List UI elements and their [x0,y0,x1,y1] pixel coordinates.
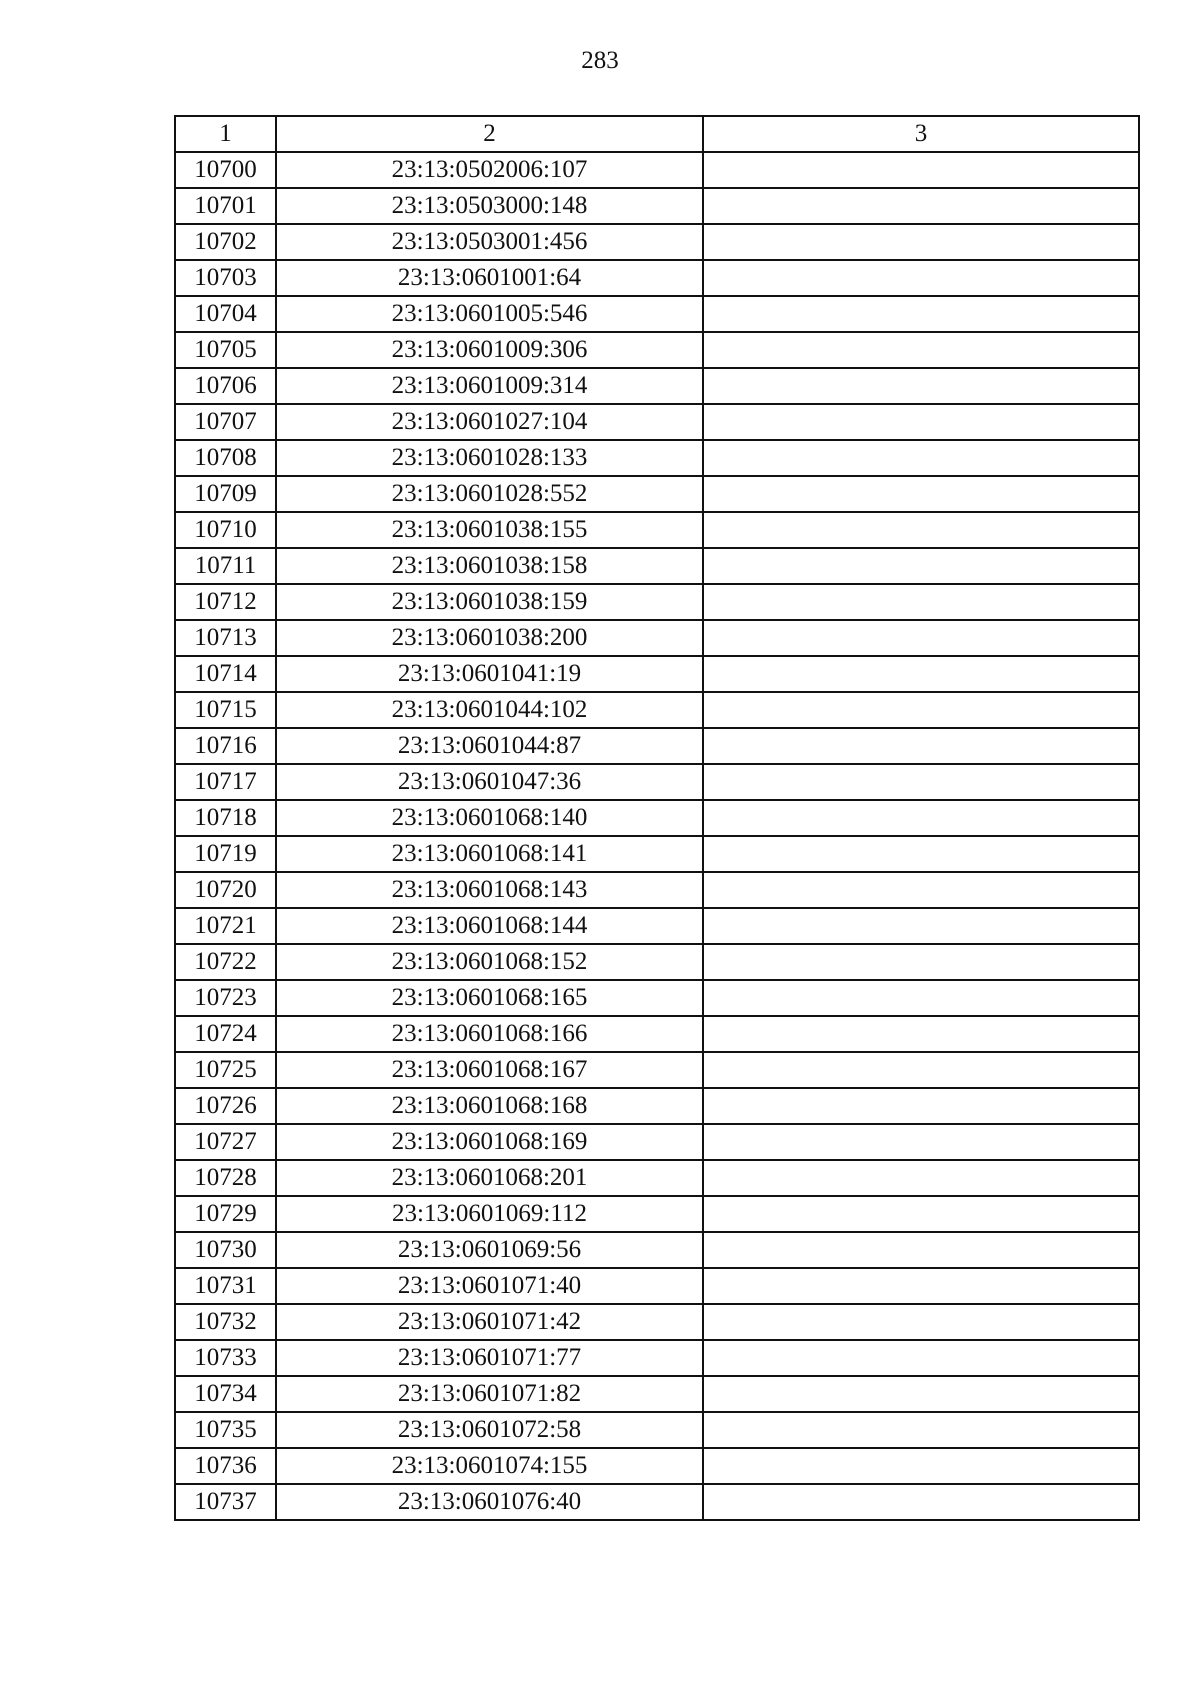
cadastral-number-cell: 23:13:0601038:158 [276,548,703,584]
page-number: 283 [581,47,619,74]
table-row [175,764,1139,800]
note-cell [703,476,1139,512]
row-number-cell: 10703 [175,260,276,296]
cadastral-number-cell: 23:13:0601038:159 [276,584,703,620]
cadastral-number-cell: 23:13:0601068:165 [276,980,703,1016]
row-number-cell: 10729 [175,1196,276,1232]
note-cell [703,800,1139,836]
note-cell [703,152,1139,188]
row-number-cell: 10720 [175,872,276,908]
table-row [175,260,1139,296]
cadastral-number-cell: 23:13:0601068:143 [276,872,703,908]
table-row [175,1088,1139,1124]
note-cell [703,1052,1139,1088]
row-number-cell: 10728 [175,1160,276,1196]
cadastral-number-cell: 23:13:0601068:201 [276,1160,703,1196]
note-cell [703,836,1139,872]
table-row [175,1412,1139,1448]
note-cell [703,1196,1139,1232]
row-number-cell: 10725 [175,1052,276,1088]
row-number-cell: 10713 [175,620,276,656]
cadastral-number-cell: 23:13:0601005:546 [276,296,703,332]
cadastral-number-cell: 23:13:0601068:169 [276,1124,703,1160]
row-number-cell: 10704 [175,296,276,332]
table-row [175,1268,1139,1304]
cadastral-number-cell: 23:13:0601068:168 [276,1088,703,1124]
row-number-cell: 10722 [175,944,276,980]
row-number-cell: 10710 [175,512,276,548]
cadastral-number-cell: 23:13:0601038:200 [276,620,703,656]
note-cell [703,296,1139,332]
row-number-cell: 10714 [175,656,276,692]
table-row [175,1232,1139,1268]
row-number-cell: 10718 [175,800,276,836]
cadastral-number-cell: 23:13:0601068:144 [276,908,703,944]
note-cell [703,908,1139,944]
table-row [175,332,1139,368]
table-row [175,692,1139,728]
cadastral-number-cell: 23:13:0601047:36 [276,764,703,800]
cadastral-number-cell: 23:13:0601044:102 [276,692,703,728]
note-cell [703,260,1139,296]
cadastral-number-cell: 23:13:0503001:456 [276,224,703,260]
registry-table [174,115,1140,1521]
cadastral-number-cell: 23:13:0601072:58 [276,1412,703,1448]
row-number-cell: 10716 [175,728,276,764]
cadastral-number-cell: 23:13:0601071:42 [276,1304,703,1340]
cadastral-number-cell: 23:13:0503000:148 [276,188,703,224]
cadastral-number-cell: 23:13:0601044:87 [276,728,703,764]
table-row [175,656,1139,692]
note-cell [703,764,1139,800]
note-cell [703,1412,1139,1448]
note-cell [703,728,1139,764]
cadastral-number-cell: 23:13:0601038:155 [276,512,703,548]
row-number-cell: 10726 [175,1088,276,1124]
table-row [175,1376,1139,1412]
note-cell [703,1448,1139,1484]
note-cell [703,1376,1139,1412]
row-number-cell: 10715 [175,692,276,728]
row-number-cell: 10733 [175,1340,276,1376]
table-row [175,1304,1139,1340]
row-number-cell: 10706 [175,368,276,404]
note-cell [703,332,1139,368]
row-number-cell: 10727 [175,1124,276,1160]
table-row [175,296,1139,332]
row-number-cell: 10705 [175,332,276,368]
table-row [175,188,1139,224]
cadastral-number-cell: 23:13:0601068:140 [276,800,703,836]
row-number-cell: 10735 [175,1412,276,1448]
cadastral-number-cell: 23:13:0601068:166 [276,1016,703,1052]
note-cell [703,1340,1139,1376]
cadastral-number-cell: 23:13:0601071:82 [276,1376,703,1412]
row-number-cell: 10719 [175,836,276,872]
note-cell [703,1484,1139,1520]
note-cell [703,224,1139,260]
cadastral-number-cell: 23:13:0601009:314 [276,368,703,404]
note-cell [703,1160,1139,1196]
cadastral-number-cell: 23:13:0601041:19 [276,656,703,692]
note-cell [703,872,1139,908]
row-number-cell: 10717 [175,764,276,800]
note-cell [703,368,1139,404]
note-cell [703,1088,1139,1124]
table-row [175,1484,1139,1520]
table-row [175,152,1139,188]
row-number-cell: 10723 [175,980,276,1016]
cadastral-number-cell: 23:13:0601071:40 [276,1268,703,1304]
cadastral-number-cell: 23:13:0601027:104 [276,404,703,440]
note-cell [703,1304,1139,1340]
row-number-cell: 10708 [175,440,276,476]
cadastral-number-cell: 23:13:0601028:133 [276,440,703,476]
cadastral-number-cell: 23:13:0601001:64 [276,260,703,296]
row-number-cell: 10711 [175,548,276,584]
table-body [175,152,1139,1520]
table-row [175,476,1139,512]
row-number-cell: 10724 [175,1016,276,1052]
row-number-cell: 10702 [175,224,276,260]
table-row [175,944,1139,980]
table-row [175,548,1139,584]
table-row [175,1124,1139,1160]
cadastral-number-cell: 23:13:0601068:152 [276,944,703,980]
cadastral-number-cell: 23:13:0601068:141 [276,836,703,872]
note-cell [703,440,1139,476]
cadastral-number-cell: 23:13:0601009:306 [276,332,703,368]
cadastral-number-cell: 23:13:0601068:167 [276,1052,703,1088]
note-cell [703,584,1139,620]
row-number-cell: 10707 [175,404,276,440]
table-row [175,836,1139,872]
note-cell [703,980,1139,1016]
table-row [175,980,1139,1016]
note-cell [703,656,1139,692]
note-cell [703,944,1139,980]
table-row [175,620,1139,656]
note-cell [703,188,1139,224]
cadastral-number-cell: 23:13:0601074:155 [276,1448,703,1484]
note-cell [703,620,1139,656]
table-row [175,1340,1139,1376]
note-cell [703,1232,1139,1268]
cadastral-number-cell: 23:13:0601076:40 [276,1484,703,1520]
table-row [175,368,1139,404]
row-number-cell: 10712 [175,584,276,620]
table-row [175,224,1139,260]
row-number-cell: 10730 [175,1232,276,1268]
column-header-1: 1 [175,116,276,152]
cadastral-number-cell: 23:13:0502006:107 [276,152,703,188]
cadastral-number-cell: 23:13:0601069:112 [276,1196,703,1232]
cadastral-number-cell: 23:13:0601071:77 [276,1340,703,1376]
cadastral-number-cell: 23:13:0601028:552 [276,476,703,512]
table-header-row [175,116,1139,152]
table-row [175,872,1139,908]
column-header-3: 3 [703,116,1139,152]
row-number-cell: 10721 [175,908,276,944]
column-header-2: 2 [276,116,703,152]
note-cell [703,512,1139,548]
table-row [175,800,1139,836]
table-row [175,1052,1139,1088]
note-cell [703,404,1139,440]
row-number-cell: 10737 [175,1484,276,1520]
note-cell [703,1124,1139,1160]
table-row [175,440,1139,476]
row-number-cell: 10736 [175,1448,276,1484]
table-row [175,728,1139,764]
table-row [175,512,1139,548]
table-row [175,1196,1139,1232]
row-number-cell: 10701 [175,188,276,224]
table-row [175,404,1139,440]
table-row [175,908,1139,944]
cadastral-number-cell: 23:13:0601069:56 [276,1232,703,1268]
row-number-cell: 10734 [175,1376,276,1412]
table-row [175,1016,1139,1052]
row-number-cell: 10732 [175,1304,276,1340]
note-cell [703,1016,1139,1052]
note-cell [703,692,1139,728]
row-number-cell: 10700 [175,152,276,188]
row-number-cell: 10731 [175,1268,276,1304]
note-cell [703,548,1139,584]
row-number-cell: 10709 [175,476,276,512]
table-row [175,1448,1139,1484]
note-cell [703,1268,1139,1304]
table-row [175,584,1139,620]
table-row [175,1160,1139,1196]
